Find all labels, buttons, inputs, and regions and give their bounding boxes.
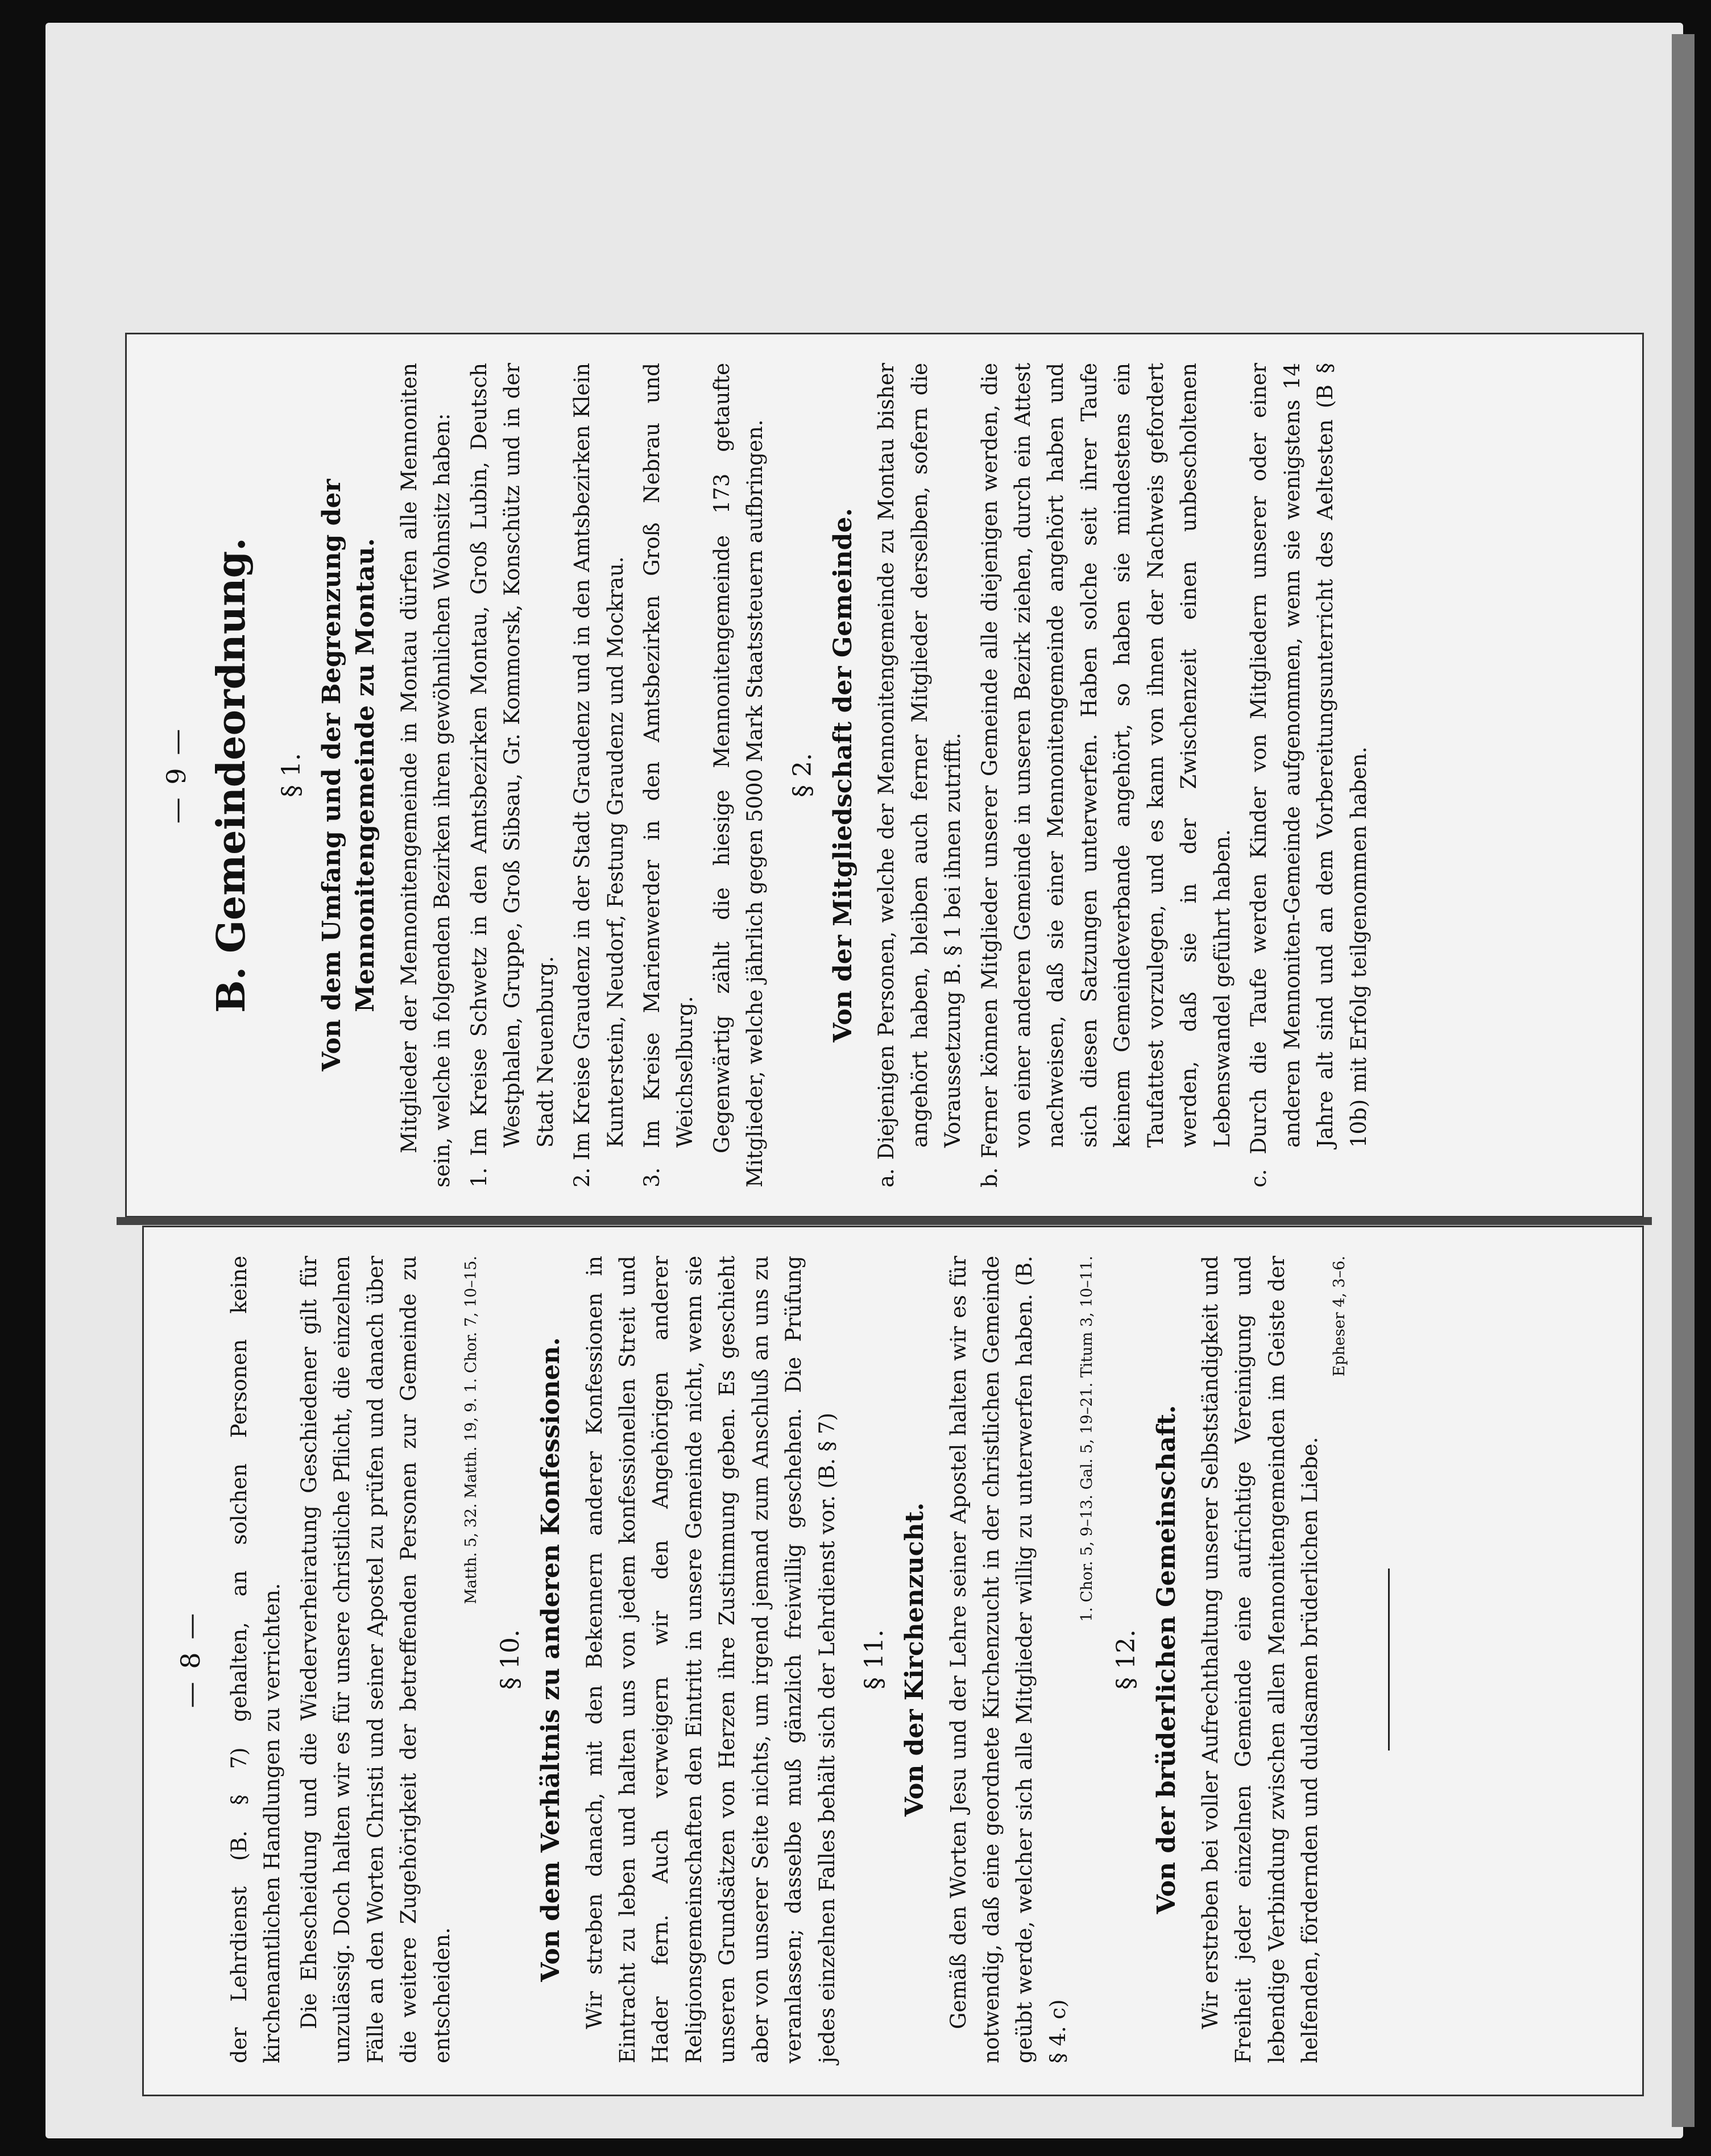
- page-fold: [117, 1217, 1652, 1225]
- section-1-title: Von dem Umfang und der Begrenzung der Mennonitengemeinde zu Montau.: [317, 479, 380, 1071]
- section-1-item-1: 1. Im Kreise Schwetz in den Amtsbezirken Montau, Groß Lubin, Deutsch Westphalen, Gruppe, Groß Sibsau, Gr. Kommorsk, Konschütz und in der Stadt Neuenburg.: [466, 363, 558, 1187]
- section-2-item-b: b. Ferner können Mitglieder unserer Gemeinde alle diejenigen werden, die von einer anderen Gemeinde in unseren Bezirk ziehen, durch ein Attest nachweisen, daß sie einer Mennonitengemeinde angehört haben und sich diesen Satzungen unterwerfen. Haben solche seit ihrer Taufe keinem Gemeindeverbande angehört, so haben sie mindestens ein Taufattest vorzulegen, und es kann von ihnen der Nachweis gefordert werden, daß sie in der Zwischenzeit einen unbescholtenen Lebenswandel geführt haben.: [977, 363, 1234, 1187]
- divorce-paragraph: Die Ehescheidung und die Wiederverheiratung Geschiedener gilt für unzulässig. Doch halten wir es für unsere christliche Pflicht, die einzelnen Fälle an den Worten Christi und seiner Apostel zu prüfen und danach über die weitere Zugehörigkeit der betreffenden Personen zur Gemeinde zu entscheiden.: [296, 1256, 454, 2063]
- page-9: [125, 333, 1644, 1218]
- section-10-heading: § 10.: [496, 1629, 525, 1690]
- page-9-content: [161, 363, 1594, 1187]
- section-10-text: Wir streben danach, mit den Bekennern anderer Konfessionen in Eintracht zu leben und halten uns von jedem konfessionellen Streit und Hader fern. Auch verweigern wir den Angehörigen anderer Religionsgemeinschaften den Eintritt in unsere Gemeinde nicht, wenn sie unseren Grundsätzen von Herzen ihre Zustimmung geben. Es geschieht aber von unserer Seite nichts, um irgend jemand zum Anschluß an uns zu veranlassen; dasselbe muß gänzlich freiwillig geschehen. Die Prüfung jedes einzelnen Falles behält sich der Lehrdienst vor. (B. § 7): [582, 1256, 839, 2063]
- page-number: — 9 —: [161, 726, 192, 824]
- section-11-heading: § 11.: [860, 1629, 889, 1690]
- section-11-text: Gemäß den Worten Jesu und der Lehre seiner Apostel halten wir es für notwendig, daß eine geordnete Kirchenzucht in der christlichen Gemeinde geübt werde, welcher sich alle Mitglieder willig zu unterwerfen haben. (B. § 4. c): [946, 1256, 1070, 2063]
- lead-paragraph: der Lehrdienst (B. § 7) gehalten, an solchen Personen keine kirchenamtlichen Handlungen zu verrichten.: [227, 1256, 285, 2063]
- page-8-content: [175, 1256, 1597, 2063]
- scripture-reference: Matth. 5, 32. Matth. 19, 9. 1. Chor. 7, 10–15.: [462, 1256, 480, 1604]
- section-1-heading: § 1.: [277, 753, 306, 797]
- page-number: — 8 —: [175, 1611, 206, 1708]
- section-11-title: Von der Kirchenzucht.: [900, 1502, 930, 1817]
- section-1-item-3: 3. Im Kreise Marienwerder in den Amtsbezirken Groß Nebrau und Weichselburg.: [639, 363, 698, 1187]
- section-2-title: Von der Mitgliedschaft der Gemeinde.: [828, 508, 857, 1042]
- closing-rule: [1388, 1569, 1390, 1751]
- section-2-item-c: c. Durch die Taufe werden Kinder von Mitgliedern unserer oder einer anderen Mennoniten-Gemeinde aufgenommen, wenn sie wenigstens 14 Jahre alt sind und an dem Vorbereitungsunterricht des Aeltesten (B § 10b) mit Erfolg teilgenommen haben.: [1246, 363, 1371, 1187]
- section-1-intro: Mitglieder der Mennonitengemeinde in Montau dürfen alle Mennoniten sein, welche in folgenden Bezirken ihren gewöhnlichen Wohnsitz haben:: [396, 363, 455, 1187]
- section-11-reference: 1. Chor. 5, 9–13. Gal. 5, 19–21. Titum 3, 10–11.: [1078, 1256, 1096, 1622]
- page-8: [142, 1226, 1644, 2096]
- section-1-item-2: 2. Im Kreise Graudenz in der Stadt Graudenz und in den Amtsbezirken Klein Kunterstein, Neudorf, Festung Graudenz und Mockrau.: [570, 363, 628, 1187]
- section-12-heading: § 12.: [1112, 1629, 1141, 1690]
- sheet-edge-shadow: [1672, 34, 1695, 2127]
- section-1-closing: Gegenwärtig zählt die hiesige Mennonitengemeinde 173 getaufte Mitglieder, welche jährlich gegen 5000 Mark Staatssteuern aufbringen.: [709, 363, 768, 1187]
- section-12-reference: Epheser 4, 3–6.: [1330, 1256, 1348, 1377]
- page-title: B. Gemeindeordnung.: [209, 537, 254, 1013]
- section-2-item-a: a. Diejenigen Personen, welche der Mennonitengemeinde zu Montau bisher angehört haben, bleiben auch ferner Mitglieder derselben, sofern die Voraussetzung B. § 1 bei ihnen zutrifft.: [874, 363, 966, 1187]
- section-2-heading: § 2.: [788, 753, 817, 797]
- section-10-title: Von dem Verhältnis zu anderen Konfessionen.: [536, 1337, 566, 1982]
- section-12-text: Wir erstreben bei voller Aufrechthaltung unserer Selbstständigkeit und Freiheit jeder einzelnen Gemeinde eine aufrichtige Vereinigung und lebendige Verbindung zwischen allen Mennonitengemeinden im Geiste der helfenden, fördernden und duldsamen brüderlichen Liebe.: [1198, 1256, 1323, 2063]
- section-12-title: Von der brüderlichen Gemeinschaft.: [1152, 1405, 1182, 1914]
